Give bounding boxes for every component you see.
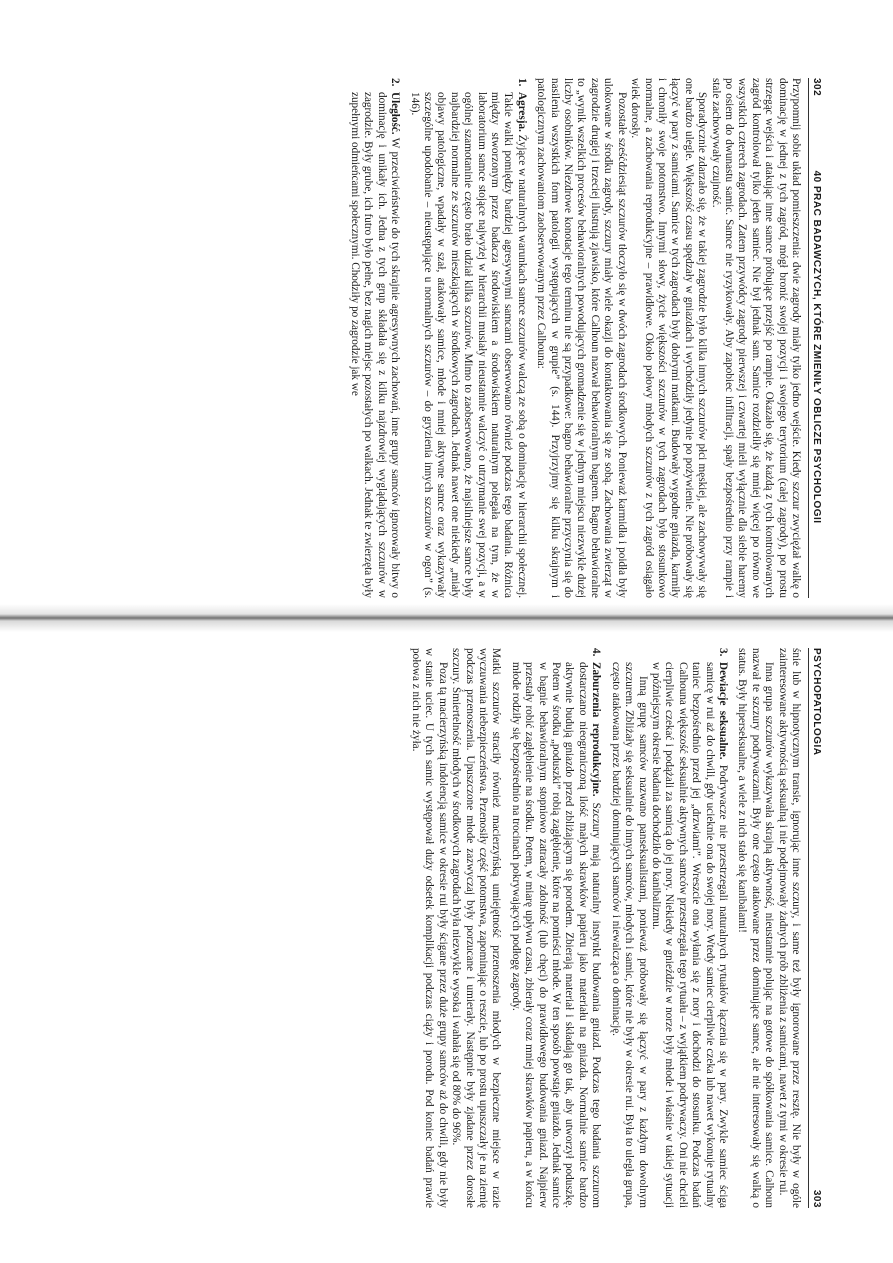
numbered-item bbox=[608, 648, 729, 1208]
item-body bbox=[348, 92, 402, 598]
numbered-item bbox=[348, 78, 402, 598]
item-number: 3. bbox=[716, 648, 729, 657]
item-text: Żyjące w naturalnych warunkach samce szczurów walczą ze sobą o dominację w hierarchii społecznej. Takie walki pomiędzy bardziej agresywnymi samcami obserwowano również podczas tego badania. Różnica między stworzonym przez badacza środowiskiem a środowiskiem naturalnym polegała na tym, że w laboratorium samce stojące najwyżej w hierarchii musiały nieustannie walczyć o utrzymanie swej pozycji, a w ogólnej szamotaninie często brało udział kilka szczurów. Mimo to zaobserwowano, że najsilniejsze samce były najbardziej normalne ze szczurów mieszkających w środkowych zagrodach. Jednak nawet one niekiedy „miały objawy patologiczne, wpadały w szał, atakowały samice, młode i mniej aktywne samce oraz wykazywały szczególne upodobanie – nieustępujące u normalnych szczurów – do gryzienia innych szczurów w ogon” (s. 146). bbox=[408, 92, 528, 598]
item-body bbox=[608, 662, 729, 1208]
item-text: W przeciwieństwie do tych skrajnie agresywnych zachowań, inne grupy samców ignorowały bitwy o dominację i unikały ich. Jedna z tych grup składała się z kilku najzdrowiej wyglądających szczurów w zagrodzie. Były grube, ich futro było pełne, bez nagich miejsc pozostałych po walkach. Jednak te zwierzęta były zupełnymi odmieńcami społecznymi. Chodziły po zagrodzie jak we bbox=[349, 92, 402, 598]
item-text: Podrywacze nie przestrzegali naturalnych rytuałów łączenia się w pary. Zwykle samiec ściga samicę w rui aż do chwili, gdy ucieknie ona do swojej nory. Wtedy samiec cierpliwie czeka lub nawet wykonuje rytualny taniec bezpośrednio przed jej „drzwiami”. Wreszcie ona wyłania się z nory i dochodzi do stosunku. Podczas badań Calhouna większość seksualnie aktywnych samców przestrzegała tego rytuału – z wyjątkiem podrywaczy. Oni nie chcieli cierpliwie czekać i podążali za samicą do jej nory. Niekiedy w gnieździe w norze były młode i właśnie w takiej sytuacji w późniejszym okresie badania dochodziło do kanibalizmu. bbox=[649, 662, 729, 1209]
item-heading: Dewiacje seksualne. bbox=[716, 662, 729, 760]
numbered-item bbox=[407, 78, 528, 598]
item-heading: Zaburzenia reprodukcyjne. bbox=[590, 662, 603, 797]
page-number-left: 302 bbox=[811, 78, 822, 97]
numbered-item bbox=[508, 648, 602, 1208]
paragraph: Inna grupa szczurów wykazywała skrajną aktywność, nieustannie polując na gotowe do spółkowania samice. Calhoun nazwał te szczury podrywaczami. Były one często atakowane przez dominujące samce, ale nie interesowały się walką o status. Były hiperseksualne, a wiele z nich stało się kanibalami! bbox=[736, 648, 776, 1208]
item-number: 2. bbox=[389, 78, 402, 87]
paragraph: Przypomnij sobie układ pomieszczenia: dwie zagrody miały tylko jedno wejście. Kiedy szczur zwyciężał walkę o dominację w jednej z tych zagród, mógł bronić swojej pozycji i swojego terytorium (całej zagrody), po prostu strzegąc wejścia i atakując inne samce próbujące przejść po rampie. Okazało się, że każdą z tych kontrolowanych zagród kontrolował tylko jeden samiec. Nie był jednak sam. Samice rozdzieliły się mniej więcej po równo we wszystkich czterech zagrodach. Zatem przywódcy zagrody pierwszej i czwartej mieli wyłącznie dla siebie haremy po osiem do dwunastu samic. Samce nie ryzykowały. Aby zapobiec infiltracji, spały bezpośrednio przy rampie i stale zachowywały czujność. bbox=[709, 78, 802, 598]
running-head-title-right: PSYCHOPATOLOGIA bbox=[811, 648, 822, 756]
running-head-left bbox=[808, 78, 822, 598]
item-heading: Uległość. bbox=[389, 92, 402, 135]
running-head-title-left: 40 PRAC BADAWCZYCH, KTÓRE ZMIENIŁY OBLICZE PSYCHOLOGII bbox=[811, 170, 822, 524]
item-body bbox=[508, 662, 602, 1208]
item-text: Szczury mają naturalny instynkt budowania gniazd. Podczas tego badania szczurom dostarczano nieograniczoną ilość małych skrawków papieru jako materiału na gniazda. Normalnie samice bardzo aktywnie budują gniazdo przed zbliżającym się porodem. Zbierają materiał i składają go tak, aby utworzył poduszkę. Potem w środku „poduszki” robią zagłębienie, które na pomieści młode. W ten sposób powstaje gniazdo. Jednak samice w bagnie behawioralnym stopniowo zatracały zdolność (lub chęci) do prawidłowego budowania gniazd. Najpierw przestały robić zagłębienie na środku. Potem, w miarę upływu czasu, zbierały coraz mniej skrawków papieru, a w końcu młode rodziły się bezpośrednio na trocinach pokrywających podłogę zagrody. bbox=[509, 662, 603, 1208]
item-heading: Agresja. bbox=[515, 92, 528, 132]
item-text: Inną grupę samców nazwano panseksualistami, ponieważ próbowały się łączyć w pary z każdym dowolnym szczurem. Zbliżały się seksualnie do innych samców, młodych i samic, które nie były w okresie rui. Była to uległa grupa, często atakowana przez bardziej dominujących samców i niewalcząca o dominację. bbox=[609, 662, 649, 1208]
paragraph: Sporadycznie zdarzało się, że w takiej zagrodzie było kilka innych szczurów płci męskiej, ale zachowywały się one bardzo ulegle. Większość czasu spędzały w gniazdach i wychodziły jedynie po pożywienie. Nie próbowały się łączyć w pary z samicami. Samice w tych zagrodach były dobrymi matkami. Budowały wygodne gniazda, karmiły i chroniły swoje potomstwo. Innymi słowy, życie większości szczurów w tych zagrodach było stosunkowo normalne, a zachowania reprodukcyjne – prawidłowe. Około połowy młodych szczurów z tych zagród osiągało wiek dorosły. bbox=[629, 78, 709, 598]
book-gutter bbox=[0, 604, 893, 634]
item-body bbox=[407, 92, 528, 598]
running-head-right bbox=[808, 648, 822, 1208]
paragraph: Poza tą macierzyńską indolencją samice w okresie rui były ścigane przez duże grupy samców aż do chwili, gdy nie były w stanie uciec. U tych samic występował duży odsetek komplikacji podczas ciąży i porodu. Pod koniec badań prawie połowa z nich nie żyła. bbox=[410, 648, 449, 1208]
item-number: 4. bbox=[590, 648, 603, 657]
paragraph: śnie lub w hipnotycznym transie, ignorując inne szczury, i same też były ignorowane przez resztę. Nie były w ogóle zainteresowane aktywnością seksualną i nie podejmowały żadnych prób zbliżenia z samicami, nawet z tymi w okresie rui. bbox=[776, 648, 802, 1208]
right-page bbox=[22, 648, 822, 1208]
paragraph: Pozostałe sześćdziesiąt szczurów tłoczyło się w dwóch zagrodach środkowych. Ponieważ karmidła i poidła były ulokowane w środku zagrody, szczury miały wiele okazji do kontaktowania się ze sobą. Zachowania zwierząt w zagrodzie drugiej i trzeciej ilustrują zjawisko, które Calhoun nazwał behawioralnym bagnem. Bagno behawioralne to „wynik wszelkich procesów behawioralnych powodujących gromadzenie się w jednym miejscu niezwykle dużej liczby osobników. Niezdrowe konotacje tego terminu nie są przypadkowe: bagno behawioralne przyczynia się do nasilenia wszystkich form patologii występujących w grupie” (s. 144). Przyjrzyjmy się kilku skrajnym i patologicznym zachowaniom zaobserwowanym przez Calhouna: bbox=[535, 78, 628, 598]
paragraph: Matki szczurów straciły również macierzyńską umiejętność przenoszenia młodych w bezpieczne miejsce w razie wyczuwania niebezpieczeństwa. Przenosiły część potomstwa, zapominając o reszcie, lub po prostu upuszczały je na ziemię podczas przenoszenia. Upuszczone młode zazwyczaj były porzucane i umierały. Następnie były zjadane przez dorosłe szczury. Śmiertelność młodych w środkowych zagrodach była niezwykle wysoka i wahała się od 80% do 96%. bbox=[450, 648, 503, 1208]
page-number-right: 303 bbox=[811, 1189, 822, 1208]
item-number: 1. bbox=[515, 78, 528, 87]
left-page bbox=[74, 78, 822, 598]
